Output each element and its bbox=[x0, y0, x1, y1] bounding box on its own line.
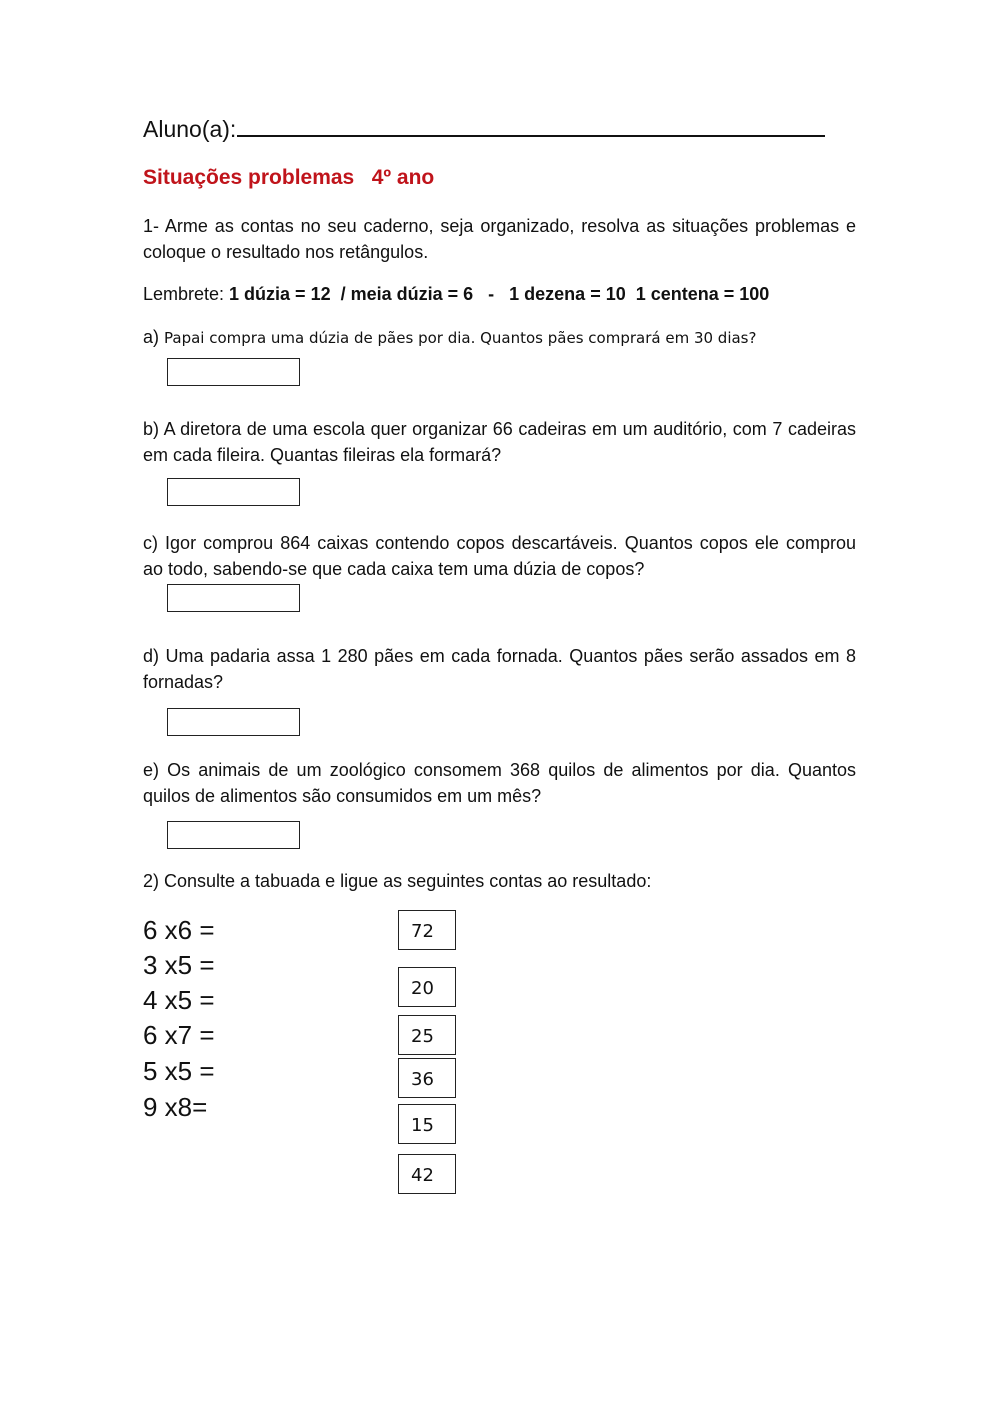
answer-box-c[interactable] bbox=[167, 584, 300, 612]
answer-box-b[interactable] bbox=[167, 478, 300, 506]
reminder-label: Lembrete: bbox=[143, 284, 230, 304]
answer-box-d[interactable] bbox=[167, 708, 300, 736]
result-box[interactable]: 72 bbox=[398, 910, 456, 950]
expression-item: 9 x8= bbox=[143, 1092, 208, 1122]
instruction-text: 1- Arme as contas no seu caderno, seja organizado, resolva as situações problemas e coloque o resultado nos retângulos. bbox=[143, 216, 856, 262]
question-a bbox=[143, 327, 756, 348]
section2-instruction: 2) Consulte a tabuada e ligue as seguintes contas ao resultado: bbox=[143, 871, 652, 891]
result-box[interactable]: 25 bbox=[398, 1015, 456, 1055]
student-name-field bbox=[143, 116, 825, 143]
question-a-letter: a) bbox=[143, 327, 165, 347]
expression-item: 4 x5 = bbox=[143, 985, 215, 1015]
expression-item: 3 x5 = bbox=[143, 950, 215, 980]
answer-box-a[interactable] bbox=[167, 358, 300, 386]
expression-item: 5 x5 = bbox=[143, 1056, 215, 1086]
reminder bbox=[143, 284, 769, 305]
result-box[interactable]: 20 bbox=[398, 967, 456, 1007]
page-title: Situações problemas 4º ano bbox=[143, 166, 435, 189]
question-e: e) Os animais de um zoológico consomem 368 quilos de alimentos por dia. Quantos quilos de alimentos são consumidos em um mês? bbox=[143, 760, 856, 806]
result-box[interactable]: 36 bbox=[398, 1058, 456, 1098]
question-d: d) Uma padaria assa 1 280 pães em cada fornada. Quantos pães serão assados em 8 fornadas? bbox=[143, 646, 856, 692]
reminder-values: 1 dúzia = 12 / meia dúzia = 6 - 1 dezena = 10 1 centena = 100 bbox=[229, 284, 770, 304]
question-b: b) A diretora de uma escola quer organizar 66 cadeiras em um auditório, com 7 cadeiras em cada fileira. Quantas fileiras ela formará? bbox=[143, 419, 856, 465]
result-box[interactable]: 42 bbox=[398, 1154, 456, 1194]
question-c: c) Igor comprou 864 caixas contendo copos descartáveis. Quantos copos ele comprou ao todo, sabendo-se que cada caixa tem uma dúzia de copos? bbox=[143, 533, 856, 579]
answer-box-e[interactable] bbox=[167, 821, 300, 849]
student-name-line[interactable] bbox=[237, 134, 825, 137]
expression-item: 6 x6 = bbox=[143, 915, 215, 945]
expression-item: 6 x7 = bbox=[143, 1020, 215, 1050]
result-box[interactable]: 15 bbox=[398, 1104, 456, 1144]
student-label: Aluno(a): bbox=[143, 116, 237, 142]
question-a-text: Papai compra uma dúzia de pães por dia. Quantos pães comprará em 30 dias? bbox=[164, 329, 757, 347]
